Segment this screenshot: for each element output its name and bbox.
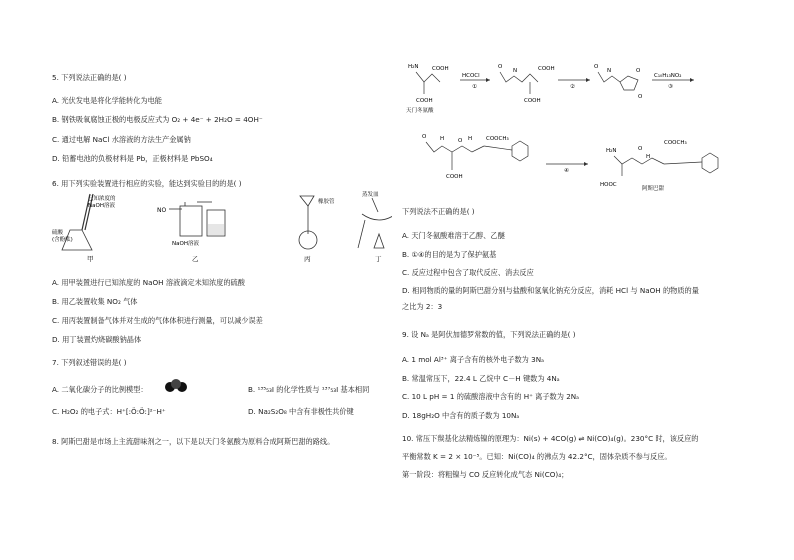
atom-cooch3: COOCH₃ [486,136,509,142]
q7-option-a: A. 二氧化碳分子的比例模型： [52,385,148,394]
atom-cooh-2: COOH [416,98,433,104]
q8-option-d-line2: 之比为 2：3 [402,302,443,311]
atom-o-3: O [636,68,641,74]
q10-line-3: 第一阶段：将粗镍与 CO 反应转化成气态 Ni(CO)₄； [402,470,569,479]
q10-line-2: 平衡常数 K = 2 × 10⁻⁵。已知：Ni(CO)₄ 的沸点为 42.2°C，固体杂质不参与反应。 [402,452,672,461]
atom-hooc: HOOC [600,182,617,188]
q8-option-d-line1: D. 相同物质的量的阿斯巴甜分别与盐酸和氢氧化钠充分反应，消耗 HCl 与 NaOH 的物质的量 [402,286,699,295]
q7-stem: 7. 下列叙述错误的是( ) [52,358,127,367]
jia-name: 甲 [87,255,94,263]
co2-space-filling-model [164,379,188,393]
q5-option-d: D. 铅蓄电池的负极材料是 Pb，正极材料是 PbSO₄ [52,154,213,163]
intermediate-structure [422,134,528,180]
arrow-step-3 [652,73,694,90]
q6-option-d: D. 用丁装置灼烧碳酸钠晶体 [52,335,142,344]
q5-option-a: A. 光伏发电是将化学能转化为电能 [52,96,162,105]
atom-n: N [513,68,518,74]
apparatus-ding [358,190,392,263]
aspartic-acid-structure [406,64,449,114]
atom-cooh-5: COOH [446,174,463,180]
atom-o-4: O [638,94,643,100]
step-4-label: ④ [564,168,569,174]
step-1-label: ① [472,84,477,90]
q9-option-b: B. 常温常压下，22.4 L 乙烷中 C－H 键数为 4Nₐ [402,374,560,383]
jia-label-2: NaOH溶液 [88,203,115,209]
q9-option-a: A. 1 mol Al³⁺ 离子含有的核外电子数为 3Nₐ [402,355,544,364]
q8-stem: 8. 阿斯巴甜是市场上主流甜味剂之一，以下是以天门冬氨酸为原料合成阿斯巴甜的路线。 [52,437,335,446]
atom-cooh: COOH [432,66,449,72]
atom-h: H [440,136,445,142]
q6-apparatus-figure [52,190,392,264]
step-2-label: ② [570,84,575,90]
step-3-label: ③ [668,84,673,90]
q9-option-d: D. 18gH₂O 中含有的质子数为 10Nₐ [402,411,520,420]
atom-h2n-2: H₂N [606,148,617,154]
q6-option-c: C. 用丙装置制备气体并对生成的气体体积进行测量，可以减少误差 [52,316,263,325]
q7-option-c: C. H₂O₂ 的电子式：H⁺[:Ö:Ö:]²⁻H⁺ [52,407,166,416]
ding-name: 丁 [375,255,382,263]
q5-option-c: C. 通过电解 NaCl 水溶液的方法生产金属钠 [52,135,191,144]
aspartame-structure [600,140,718,192]
aspartame-synthesis-scheme [402,58,747,198]
reagent-hcocl: HCOCl [462,73,480,79]
q7-option-d: D. Na₂S₂O₈ 中含有非极性共价键 [248,407,354,416]
q8-sub-stem: 下列说法不正确的是( ) [402,207,475,216]
apparatus-jia [52,194,116,263]
atom-o-5: O [422,134,427,140]
ding-label: 蒸发皿 [362,192,379,198]
q7-option-b: B. ¹³⁵₅₃I 的化学性质与 ¹³⁷₅₃I 基本相同 [248,385,370,394]
q5-stem: 5. 下列说法正确的是( ) [52,73,127,82]
atom-h-2: H [468,136,473,142]
q5-option-b: B. 钢铁吸氧腐蚀正极的电极反应式为 O₂ + 4e⁻ + 2H₂O = 4OH⁻ [52,115,263,124]
atom-o: O [498,64,503,70]
reagent-c10h13no2: C₁₀H₁₃NO₂ [654,73,682,79]
apparatus-yi [157,202,225,263]
atom-n-2: N [607,68,612,74]
q6-option-a: A. 用甲装置进行已知浓度的 NaOH 溶液滴定未知浓度的硫酸 [52,278,245,287]
bing-name: 丙 [304,255,311,263]
q8-option-a: A. 天门冬氨酸难溶于乙醇、乙醚 [402,231,505,240]
start-compound-name: 天门冬氨酸 [406,108,434,114]
yi-no-label: NO [157,207,167,214]
arrow-step-4 [546,162,588,174]
anhydride-structure [594,64,643,100]
apparatus-bing [299,196,335,263]
atom-cooh-4: COOH [524,98,541,104]
yi-naoh-label: NaOH溶液 [172,241,199,247]
jia-label-3: 硫酸 [52,230,64,236]
atom-cooch3-2: COOCH₃ [664,140,687,146]
arrow-step-1 [460,73,490,90]
atom-o-2: O [594,64,599,70]
arrow-step-2 [558,78,590,90]
q10-line-1: 10. 常压下羰基化法精炼镍的原理为：Ni(s) + 4CO(g) ⇌ Ni(CO)₄(g)。230°C 时，该反应的 [402,434,699,443]
q6-stem: 6. 用下列实验装置进行相应的实验，能达到实验目的的是( ) [52,179,242,188]
q8-option-c: C. 反应过程中包含了取代反应、消去反应 [402,268,534,277]
n-formyl-aspartic-acid-structure [498,64,555,104]
product-name: 阿斯巴甜 [642,186,665,192]
atom-h2n: H₂N [408,64,419,70]
atom-cooh-3: COOH [538,66,555,72]
jia-label-4: (含酚酞) [52,237,73,243]
atom-h-3: H [646,154,651,160]
q6-option-b: B. 用乙装置收集 NO₂ 气体 [52,297,138,306]
atom-o-7: O [638,146,643,152]
q9-option-c: C. 10 L pH = 1 的硫酸溶液中含有的 H⁺ 离子数为 2Nₐ [402,392,579,401]
yi-name: 乙 [192,255,199,263]
q9-stem: 9. 设 Nₐ 是阿伏加德罗常数的值，下列说法正确的是( ) [402,330,576,339]
atom-o-6: O [458,138,463,144]
q8-option-b: B. ①④的目的是为了保护氨基 [402,250,497,259]
jia-label-1: 已知浓度的 [88,196,116,202]
bing-label: 橡胶管 [318,199,335,205]
